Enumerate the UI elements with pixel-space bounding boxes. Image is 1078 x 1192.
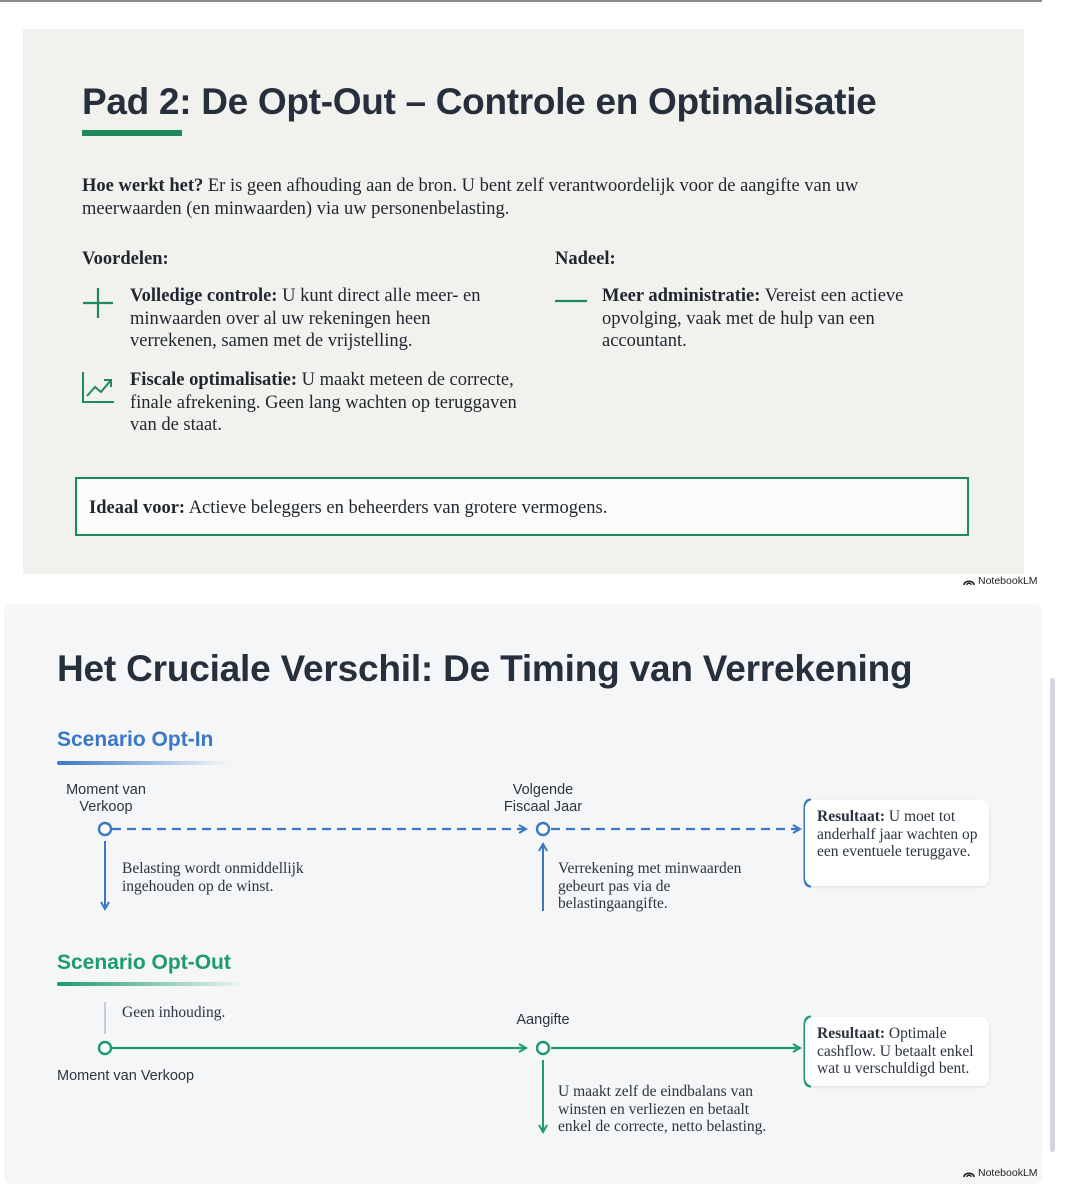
opt-in-note-settlement: Verrekening met minwaarden gebeurt pas via de belastingaangifte. <box>558 860 742 912</box>
opt-in-node-next-year <box>537 823 549 835</box>
opt-out-result-box <box>805 1017 989 1086</box>
advantage-bold: Fiscale optimalisatie: <box>130 370 297 390</box>
opt-out-note-no-withholding: Geen inhouding. <box>122 1004 226 1021</box>
disadvantage-text: Vereist een actieve opvolging, vaak met de hulp van een accountant. <box>602 286 904 351</box>
ideal-for-box <box>75 477 969 536</box>
slide-title: Pad 2: De Opt-Out – Controle en Optimalisatie <box>82 81 877 122</box>
vertical-scrollbar[interactable] <box>1050 678 1055 1152</box>
slide-opt-out <box>23 29 1024 574</box>
disadvantage-bold: Meer administratie: <box>602 286 761 306</box>
result-text: Optimale cashflow. U betaalt enkel wat u verschuldigd bent. <box>817 1025 974 1077</box>
scenario-opt-out-title: Scenario Opt-Out <box>57 951 231 974</box>
opt-out-node-sale-label: Moment van Verkoop <box>57 1068 195 1084</box>
result-bold: Resultaat: <box>817 808 886 825</box>
ideal-bold: Ideaal voor: <box>89 498 186 518</box>
result-text: U moet tot anderhalf jaar wachten op een eventuele teruggave. <box>817 808 978 860</box>
title-underline <box>82 130 182 136</box>
intro-bold: Hoe werkt het? <box>82 176 204 196</box>
scenario-opt-in-title: Scenario Opt-In <box>57 728 214 751</box>
watermark-text: NotebookLM <box>978 1167 1038 1179</box>
disadvantage-item-administration <box>602 285 942 353</box>
intro-text: Er is geen afhouding aan de bron. U bent zelf verantwoordelijk voor de aangifte van uw meerwaarden (en minwaarden) via uw personenbelasting. <box>82 176 859 219</box>
notebooklm-watermark <box>963 575 1038 587</box>
opt-out-node-sale <box>99 1042 111 1054</box>
opt-out-note-self-settlement: U maakt zelf de eindbalans van winsten en verliezen en betaalt enkel de correcte, netto belasting. <box>558 1083 767 1135</box>
opt-in-node-next-year-label: Volgende Fiscaal Jaar <box>503 782 583 815</box>
minus-icon <box>555 299 587 303</box>
slide-timing <box>4 604 1042 1184</box>
trend-up-icon <box>82 371 115 403</box>
notebooklm-logo-icon <box>963 577 975 586</box>
opt-out-node-filing-label: Aangifte <box>516 1012 570 1028</box>
advantage-text: U maakt meteen de correcte, finale afrekening. Geen lang wachten op teruggaven van de staat. <box>130 370 517 435</box>
ideal-for-text <box>89 498 607 519</box>
opt-in-note-withholding: Belasting wordt onmiddellijk ingehouden op de winst. <box>122 860 304 895</box>
opt-in-result-box <box>805 800 989 886</box>
watermark-text: NotebookLM <box>978 575 1038 587</box>
advantages-heading: Voordelen: <box>82 249 169 269</box>
opt-out-node-filing <box>537 1042 549 1054</box>
ideal-text: Actieve beleggers en beheerders van grotere vermogens. <box>185 498 608 518</box>
top-divider <box>0 0 1042 2</box>
advantage-text: U kunt direct alle meer- en minwaarden over al uw rekeningen heen verrekenen, samen met de vrijstelling. <box>130 286 481 351</box>
advantage-bold: Volledige controle: <box>130 286 278 306</box>
advantage-item-control <box>130 285 520 353</box>
disadvantage-heading: Nadeel: <box>555 249 616 269</box>
result-bold: Resultaat: <box>817 1025 886 1042</box>
notebooklm-watermark <box>963 1167 1038 1179</box>
opt-in-node-sale-label: Moment van Verkoop <box>66 782 146 815</box>
intro-paragraph <box>82 175 962 221</box>
notebooklm-logo-icon <box>963 1169 975 1178</box>
advantage-item-optimization <box>130 369 520 437</box>
opt-in-node-sale <box>99 823 111 835</box>
plus-icon <box>82 287 114 319</box>
slide-title: Het Cruciale Verschil: De Timing van Verrekening <box>57 648 913 689</box>
